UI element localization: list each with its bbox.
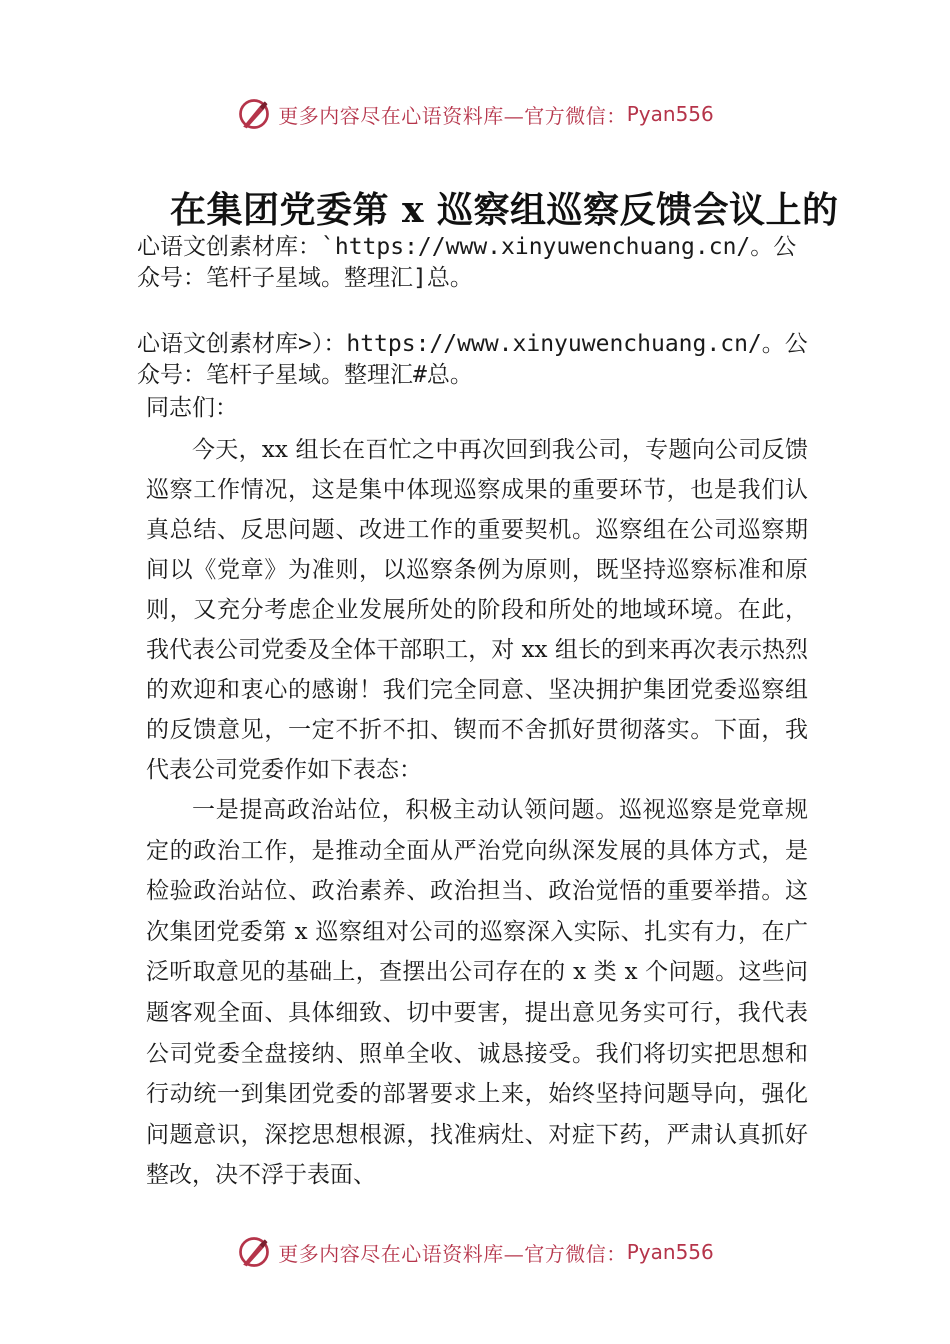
paragraph-2: 一是提高政治站位，积极主动认领问题。巡视巡察是党章规定的政治工作，是推动全面从严治党向纵深发展的具体方式，是检验政治站位、政治素养、政治担当、政治觉悟的重要举措。这次集团党委第 x 巡察组对公司的巡察深入实际、扎实有力，在广泛听取意见的基础上，查摆出公司存在的 x 类 x 个问题。这些问题客观全面、具体细致、切中要害，提出意见务实可行，我代表公司党委全盘接纳、照单全收、诚恳接受。我们将切实把思想和行动统一到集团党委的部署要求上来，始终坚持问题导向，强化问题意识，深挖思想根源，找准病灶、对症下药，严肃认真抓好整改，决不浮于表面、 (146, 797, 808, 1189)
paragraph-1: 今天，xx 组长在百忙之中再次回到我公司，专题向公司反馈巡察工作情况，这是集中体现巡察成果的重要环节，也是我们认真总结、反思问题、改进工作的重要契机。巡察组在公司巡察期间以《党章》为准则，以巡察条例为原则，既坚持巡察标准和原则，又充分考虑企业发展所处的阶段和所处的地域环境。在此，我代表公司党委及全体干部职工，对 xx 组长的到来再次表示热烈的欢迎和衷心的感谢！我们完全同意、坚决拥护集团党委巡察组的反馈意见，一定不折不扣、锲而不舍抓好贯彻落实。下面，我代表公司党委作如下表态： (146, 437, 808, 783)
banner-text: 更多内容尽在心语资料库—官方微信： (278, 103, 627, 128)
greeting: 同志们： (146, 395, 238, 421)
pen-logo-icon (236, 96, 272, 132)
banner-text: 更多内容尽在心语资料库—官方微信： (278, 1241, 627, 1266)
banner-wechat-id: Pyan556 (626, 1240, 714, 1264)
header-banner (0, 94, 950, 134)
pen-logo-icon (236, 1234, 272, 1270)
banner-wechat-id: Pyan556 (626, 102, 714, 126)
footer-banner (0, 1232, 950, 1272)
source-note-1: 心语文创素材库：`https://www.xinyuwenchuang.cn/。公众号：笔杆子星域。整理汇]总。 (137, 234, 797, 291)
document-title: 在集团党委第 x 巡察组巡察反馈会议上的 (170, 189, 839, 231)
source-note-2: 心语文创素材库>）：https://www.xinyuwenchuang.cn/。公众号：笔杆子星域。整理汇#总。 (137, 331, 808, 388)
